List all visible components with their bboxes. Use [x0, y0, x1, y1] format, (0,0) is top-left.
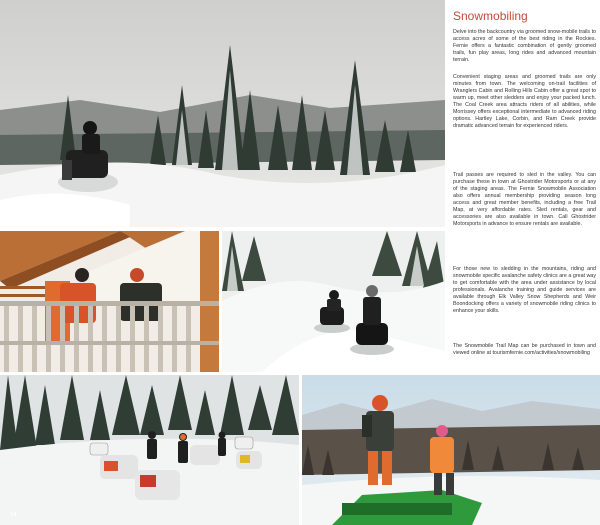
article-title: Snowmobiling [453, 9, 528, 23]
photo-two-riders [222, 231, 445, 372]
article-paragraph-passes: Trail passes are required to sled in the valley. You can purchase these in town at Ghostrider Motorsports or at any of the staging areas. The Fernie Snowmobile Association also offers annual membership providing season long access and great member benefits, including a free Trail Map, at very affordable rates. Sled rentals, gear and accessories are also available in town. Call Ghostrider Motorsports in advance to ensure rentals are available. [453, 172, 596, 228]
photo-snowmobile-jump [0, 0, 445, 227]
photo-mountain-view [302, 375, 600, 525]
photo-cabin-deck [0, 231, 219, 372]
article-paragraph-staging: Convenient staging areas and groomed trails are only minutes from town. The welcoming on-trail facilities of Wranglers Cabin and Rolling Hills Cabin offer a great spot to warm up, meet other sledders and enjoy your packed lunch. The Coal Creek area attracts riders of all abilities, while Morrissey offers exceptional intermediate to advanced riding options. Hartley Lake, Corbin, and Ram Creek provide dramatic advanced terrain for experienced riders. [453, 74, 596, 130]
page-number: 14 [10, 512, 17, 518]
photo-group-sleds [0, 375, 299, 525]
article-paragraph-intro: Delve into the backcountry via groomed snow-mobile trails to access acres of some of the best riding in the Rockies. Fernie offers a fantastic combination of gently groomed trails, fun play areas, long rides and advanced mountain terrain. [453, 29, 596, 64]
article-paragraph-clinics: For those new to sledding in the mountains, riding and snowmobile specific avalanche safety clinics are a great way to get comfortable with the area under assistance by local professionals. Avalanche training and guide services are available through Elk Valley Snow Shepherds and Weir Boondocking offers a variety of snowmobile riding clinics to enhance your skills. [453, 266, 596, 315]
article-paragraph-trail-map: The Snowmobile Trail Map can be purchased in town and viewed online at tourismfernie.com/activities/snowmobiling [453, 343, 596, 357]
article-column [447, 0, 600, 372]
